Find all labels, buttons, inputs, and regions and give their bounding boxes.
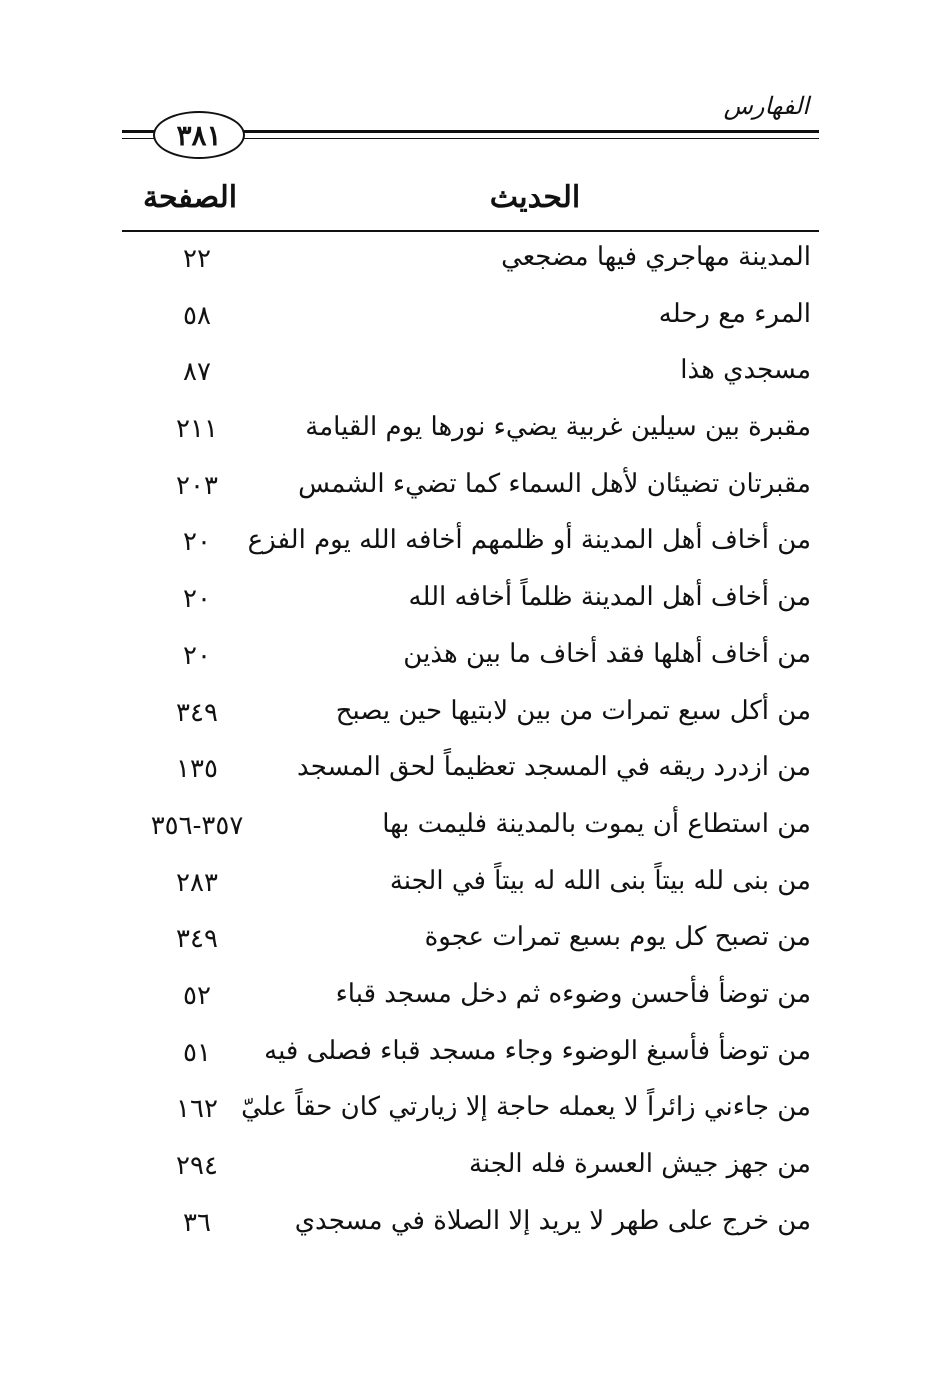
table-row — [122, 973, 819, 1030]
hadith-text: من توضأ فأسبغ الوضوء وجاء مسجد قباء فصلى فيه — [264, 1035, 811, 1066]
hadith-text: من أخاف أهل المدينة ظلماً أخافه الله — [408, 582, 811, 613]
hadith-text: من ازدرد ريقه في المسجد تعظيماً لحق المسجد — [297, 752, 811, 783]
table-row — [122, 633, 819, 690]
table-header-rule — [122, 230, 819, 232]
hadith-text: المرء مع رحله — [658, 298, 811, 329]
hadith-text: من استطاع أن يموت بالمدينة فليمت بها — [382, 808, 811, 839]
page-ref: ٣٥٧-٣٥٦ — [150, 810, 244, 841]
page-number-oval — [153, 111, 245, 159]
page-ref: ٥٢ — [183, 980, 211, 1011]
page-ref: ٥١ — [183, 1037, 211, 1068]
column-header-hadith: الحديث — [489, 180, 581, 215]
hadith-text: من جاءني زائراً لا يعمله حاجة إلا زيارتي كان حقاً عليّ — [241, 1092, 811, 1123]
page-ref: ٨٧ — [183, 357, 211, 388]
hadith-text: المدينة مهاجري فيها مضجعي — [501, 242, 811, 272]
table-row — [122, 1030, 819, 1087]
table-row — [122, 1143, 819, 1200]
hadith-text: مقبرة بين سيلين غربية يضيء نورها يوم القيامة — [305, 412, 811, 443]
column-header-page: الصفحة — [142, 180, 238, 215]
table-row — [122, 406, 819, 463]
hadith-text: من تصبح كل يوم بسبع تمرات عجوة — [424, 922, 811, 953]
page-ref: ١٣٥ — [176, 754, 218, 785]
table-row — [122, 519, 819, 576]
page-ref: ٣٦ — [183, 1207, 211, 1238]
page-ref: ٣٤٩ — [176, 697, 218, 728]
table-row — [122, 236, 819, 293]
hadith-text: من خرج على طهر لا يريد إلا الصلاة في مسجدي — [294, 1205, 811, 1236]
table-row — [122, 803, 819, 860]
hadith-text: من بنى لله بيتاً بنى الله له بيتاً في الجنة — [389, 865, 811, 896]
hadith-text: من أخاف أهل المدينة أو ظلمهم أخافه الله يوم الفزع — [247, 525, 811, 556]
page-ref: ١٦٢ — [176, 1094, 218, 1125]
table-row — [122, 576, 819, 633]
hadith-text: مسجدي هذا — [680, 355, 811, 386]
table-row — [122, 1200, 819, 1257]
page-ref: ٢٠ — [183, 640, 211, 671]
table-row — [122, 916, 819, 973]
page-ref: ٥٨ — [183, 300, 211, 331]
table-row — [122, 463, 819, 520]
index-table — [122, 236, 819, 1256]
table-row — [122, 1086, 819, 1143]
hadith-text: من توضأ فأحسن وضوءه ثم دخل مسجد قباء — [335, 978, 811, 1009]
page-number: ٣٨١ — [176, 118, 222, 152]
page-ref: ٣٤٩ — [176, 924, 218, 955]
page-ref: ٢٠ — [183, 527, 211, 558]
table-row — [122, 349, 819, 406]
page-ref: ٢٢ — [183, 244, 211, 274]
table-row — [122, 690, 819, 747]
page-ref: ٢٠ — [183, 584, 211, 615]
hadith-text: من أخاف أهلها فقد أخاف ما بين هذين — [403, 638, 811, 669]
table-row — [122, 746, 819, 803]
section-title: الفهارس — [723, 92, 809, 120]
page-ref: ٢١١ — [176, 414, 218, 445]
hadith-text: من أكل سبع تمرات من بين لابتيها حين يصبح — [335, 695, 811, 726]
page-ref: ٢٨٣ — [176, 867, 218, 898]
table-row — [122, 293, 819, 350]
page-ref: ٢٠٣ — [176, 470, 218, 501]
page-ref: ٢٩٤ — [176, 1151, 218, 1181]
table-row — [122, 860, 819, 917]
hadith-text: من جهز جيش العسرة فله الجنة — [468, 1149, 811, 1179]
hadith-text: مقبرتان تضيئان لأهل السماء كما تضيء الشمس — [298, 468, 811, 499]
